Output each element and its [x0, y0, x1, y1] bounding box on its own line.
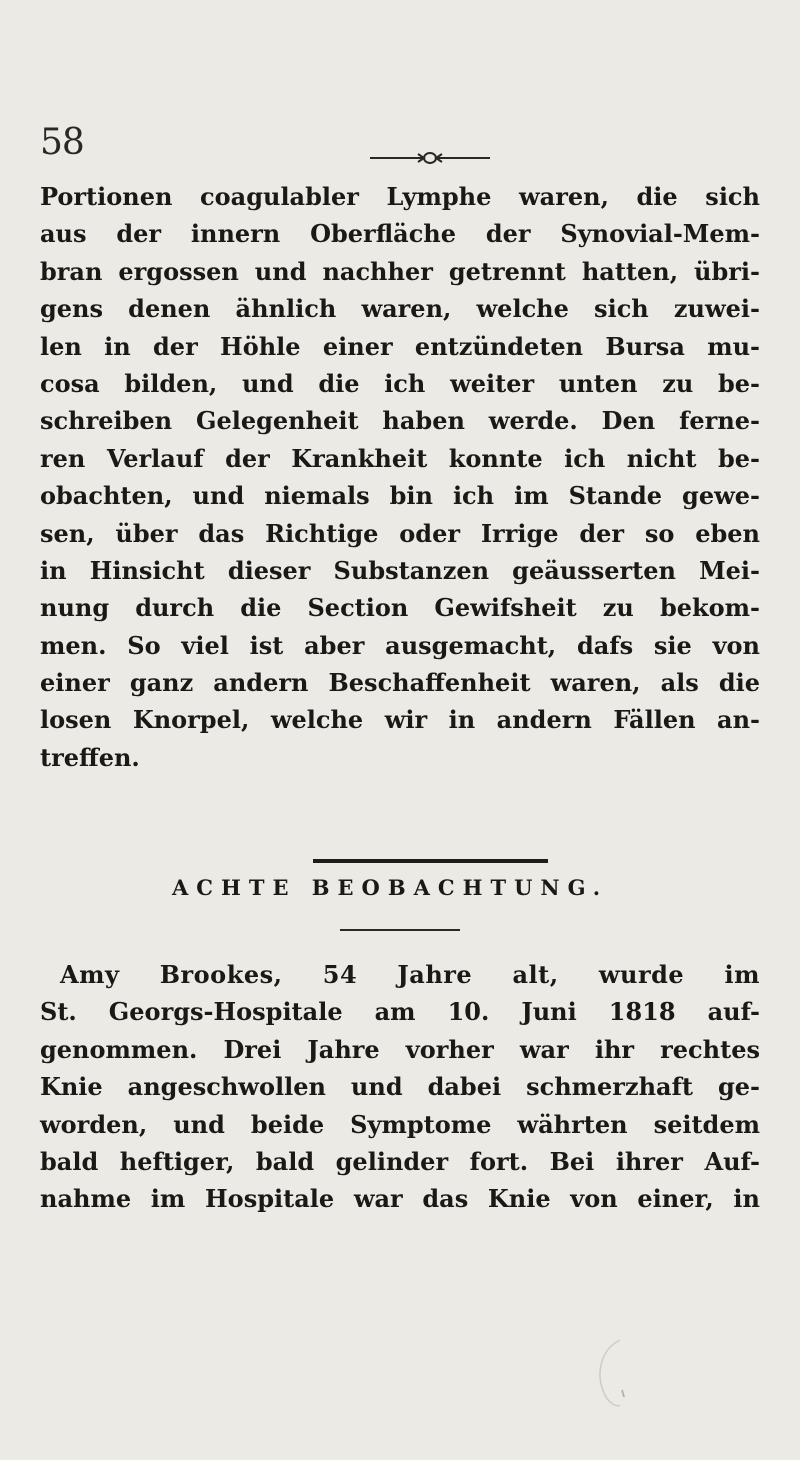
text-line: genommen. Drei Jahre vorher war ihr rechtes [40, 1034, 760, 1064]
section-rule-bottom [340, 929, 460, 931]
text-line: aus der innern Oberfläche der Synovial-Mem- [40, 219, 760, 249]
paragraph-2-body [40, 993, 760, 1217]
text-line: len in der Höhle einer entzündeten Bursa mu- [40, 331, 760, 361]
text-line: nahme im Hospitale war das Knie von einer, in [40, 1184, 760, 1214]
text-line: Portionen coagulabler Lymphe waren, die sich [40, 182, 760, 211]
text-line: sen, über das Richtige oder Irrige der so eben [40, 518, 760, 548]
text-line: schreiben Gelegenheit haben werde. Den ferne- [40, 406, 760, 436]
text-line: St. Georgs-Hospitale am 10. Juni 1818 auf- [40, 997, 760, 1027]
paragraph-1 [40, 178, 760, 776]
ornament-divider [370, 148, 490, 168]
text-line: bald heftiger, bald gelinder fort. Bei ihrer Auf- [40, 1146, 760, 1176]
text-line: nung durch die Section Gewifsheit zu bekom- [40, 593, 760, 623]
text-line: bran ergossen und nachher getrennt hatten, übri- [40, 256, 760, 286]
text-line: gens denen ähnlich waren, welche sich zuwei- [40, 294, 760, 324]
text-line: ren Verlauf der Krankheit konnte ich nicht be- [40, 443, 760, 473]
section-heading: ACHTE BEOBACHTUNG. [172, 875, 609, 900]
text-line: obachten, und niemals bin ich im Stande gewe- [40, 481, 760, 511]
section-rule-top [313, 859, 548, 863]
text-line: treffen. [40, 742, 140, 772]
text-line: Knie angeschwollen und dabei schmerzhaft ge- [40, 1072, 760, 1102]
text-line: worden, und beide Symptome währten seitdem [40, 1109, 760, 1139]
text-line: losen Knorpel, welche wir in andern Fällen an- [40, 705, 760, 735]
faint-bleedthrough-mark [590, 1335, 650, 1415]
paragraph-2 [60, 956, 760, 993]
text-line: Amy Brookes, 54 Jahre alt, wurde im [60, 960, 760, 989]
text-line: cosa bilden, und die ich weiter unten zu be- [40, 368, 760, 398]
text-line: men. So viel ist aber ausgemacht, dafs sie von [40, 630, 760, 660]
text-line: in Hinsicht dieser Substanzen geäusserten Mei- [40, 555, 760, 585]
page-number: 58 [40, 122, 84, 163]
text-line: einer ganz andern Beschaffenheit waren, als die [40, 668, 760, 698]
